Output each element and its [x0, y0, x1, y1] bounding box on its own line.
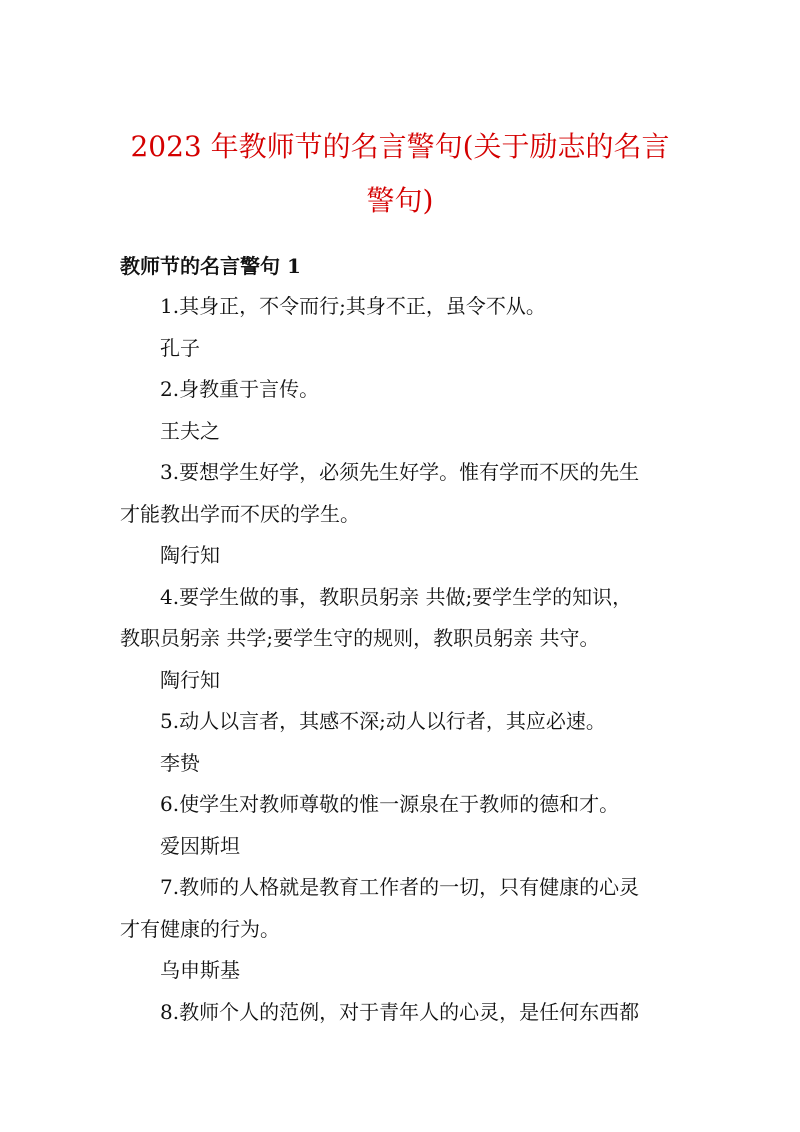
quote-list: [120, 286, 680, 1033]
text-line: 陶行知: [160, 667, 220, 692]
text-line: 8.教师个人的范例，对于青年人的心灵，是任何东西都: [160, 999, 640, 1024]
text-line: 爱因斯坦: [160, 833, 240, 858]
text-line: 2.身教重于言传。: [160, 377, 320, 401]
text-line: 陶行知: [160, 543, 220, 567]
text-line: 5.动人以言者，其感不深;动人以行者，其应必速。: [160, 709, 606, 733]
document-title: [100, 120, 700, 228]
text-line: 4.要学生做的事，教职员躬亲 共做;要学生学的知识，: [160, 584, 633, 609]
text-line: 王夫之: [160, 418, 220, 443]
text-line: 才有健康的行为。: [120, 916, 280, 941]
text-line: 乌申斯基: [160, 958, 240, 982]
section-heading: 教师节的名言警句 1: [120, 254, 301, 278]
title-line-1: 2023 年教师节的名言警句(关于励志的名言: [130, 130, 670, 163]
text-line: 李贽: [160, 750, 200, 775]
text-line: 3.要想学生好学，必须先生好学。惟有学而不厌的先生: [160, 460, 640, 484]
text-line: 孔子: [160, 335, 200, 360]
text-line: 6.使学生对教师尊敬的惟一源泉在于教师的德和才。: [160, 792, 620, 816]
text-line: 1.其身正，不令而行;其身不正，虽令不从。: [160, 294, 546, 318]
text-line: 教职员躬亲 共学;要学生守的规则，教职员躬亲 共守。: [120, 626, 600, 650]
title-line-2: 警句): [366, 184, 434, 217]
text-line: 才能教出学而不厌的学生。: [120, 501, 360, 526]
text-line: 7.教师的人格就是教育工作者的一切，只有健康的心灵: [160, 875, 640, 899]
